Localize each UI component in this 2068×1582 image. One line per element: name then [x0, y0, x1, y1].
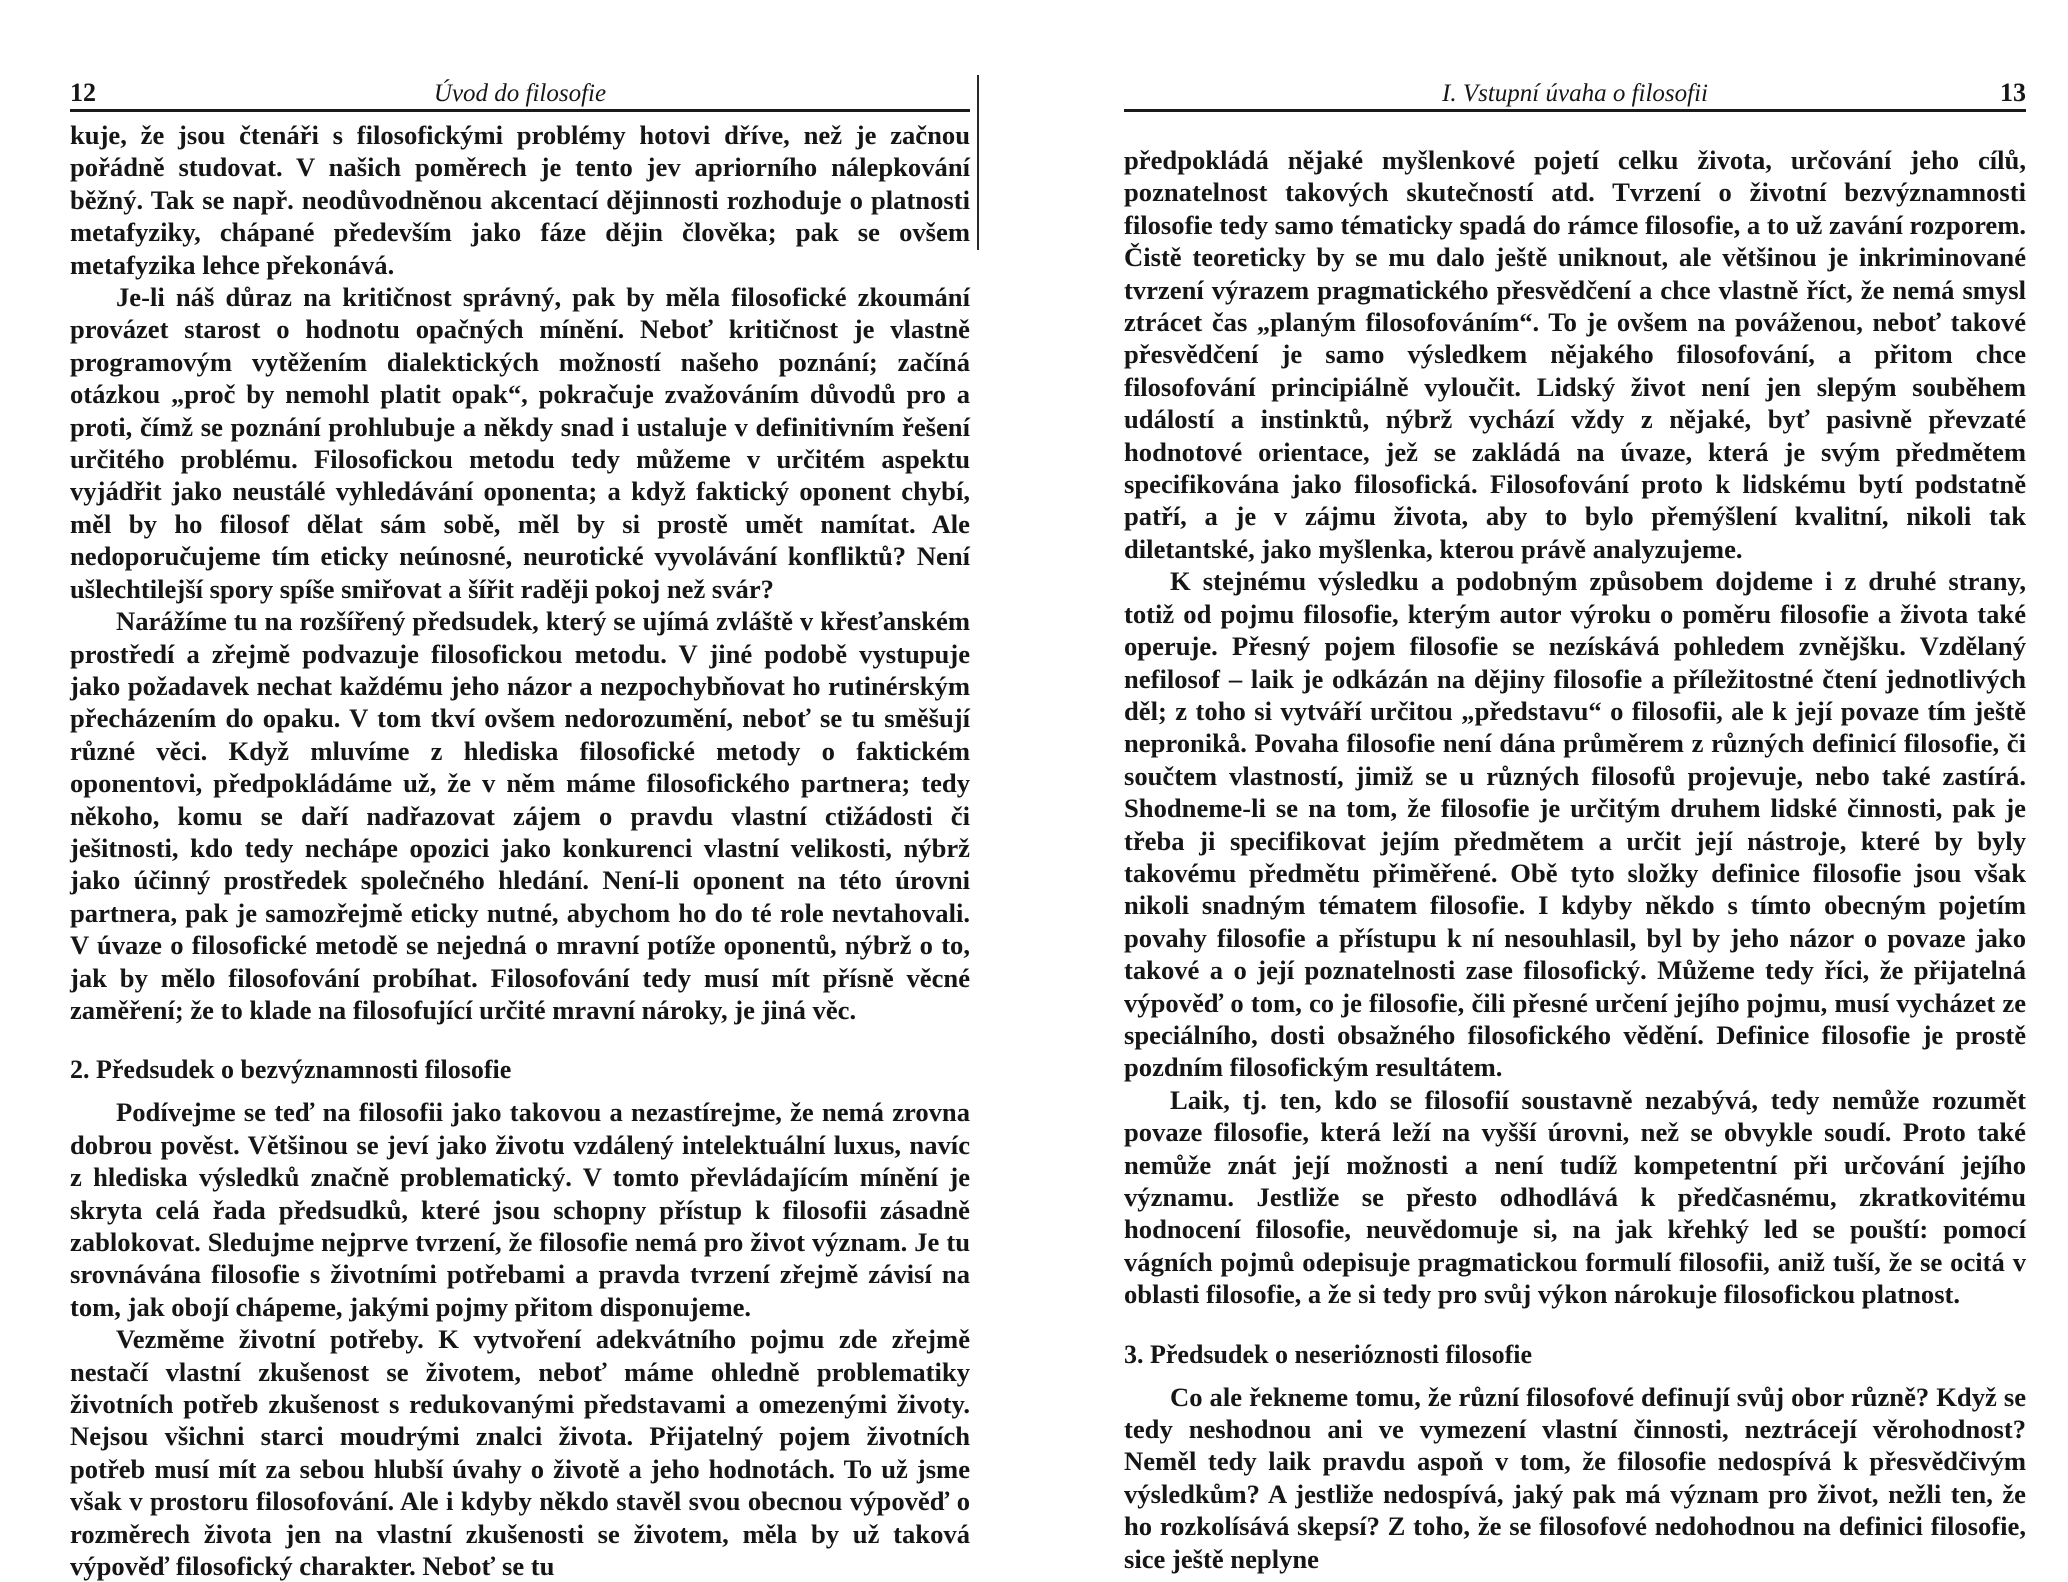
paragraph: Narážíme tu na rozšířený předsudek, který se ujímá zvláště v křesťanském prostředí a zřejmě podvazuje filosofickou metodu. V jiné podobě vystupuje jako požadavek nechat každému jeho názor a nezpochybňovat ho rutinérským přecházením do opaku. V tom tkví ovšem nedorozumění, neboť se tu směšují různé věci. Když mluvíme z hlediska filosofické metody o faktickém oponentovi, předpokládáme už, že v něm máme filosofického partnera; tedy někoho, komu se daří nadřazovat zájem o pravdu vlastní ctižádosti či ješitnosti, kdo tedy nechápe opozici jako konkurenci vlastní velikosti, nýbrž jako účinný prostředek společného hledání. Není-li oponent na této úrovni partnera, pak je samozřejmě eticky nutné, abychom ho do té role nevtahovali. V úvaze o filosofické metodě se nejedná o mravní potíže oponentů, nýbrž o to, jak by mělo filosofování probíhat. Filosofování tedy musí mít přísně věcné zaměření; že to klade na filosofující určité mravní nároky, je jiná věc.: [70, 606, 970, 1025]
paragraph: Co ale řekneme tomu, že různí filosofové definují svůj obor různě? Když se tedy neshodnou ani ve vymezení vlastní činnosti, neztrácejí věrohodnost? Neměl tedy laik pravdu aspoň v tom, že filosofie nedospívá k přesvědčivým výsledkům? A jestliže nedospívá, jaký pak má význam pro život, nežli ten, že ho rozkolísává skepsí? Z toho, že se filosofové nedohodnou na definici filosofie, sice ještě neplyne: [1124, 1381, 2026, 1574]
page-fold-line: [977, 75, 979, 250]
section-heading-3: 3. Předsudek o neserióznosti filosofie: [1124, 1339, 1533, 1369]
left-page: [0, 0, 1000, 1582]
header-rule-left: [70, 109, 970, 112]
page-number-left: 12: [70, 78, 96, 107]
page-number-right: 13: [2000, 78, 2026, 107]
running-head-title-right: I. Vstupní úvaha o filosofii: [1442, 80, 1708, 107]
paragraph: kuje, že jsou čtenáři s filosofickými problémy hotovi dříve, než je začnou pořádně studovat. V našich poměrech je tento jev apriorního nálepkování běžný. Tak se např. neodůvodněnou akcentací dějinnosti rozhoduje o platnosti metafyziky, chápané především jako fáze dějin člověka; pak se ovšem metafyzika lehce překonává.: [70, 120, 970, 280]
paragraph: Je-li náš důraz na kritičnost správný, pak by měla filosofické zkoumání provázet starost o hodnotu opačných mínění. Neboť kritičnost je vlastně programovým vytěžením dialektických možností našeho poznání; začíná otázkou „proč by nemohl platit opak“, pokračuje zvažováním důvodů pro a proti, čímž se poznání prohlubuje a někdy snad i ustaluje v definitivním řešení určitého problému. Filosofickou metodu tedy můžeme v určitém aspektu vyjádřit jako neustálé vyhledávání oponenta; a když faktický oponent chybí, měl by ho filosof dělat sám sobě, měl by si prostě umět namítat. Ale nedoporučujeme tím eticky neúnosné, neurotické vyvolávání konfliktů? Není ušlechtilejší spory spíše smiřovat a šířit raději pokoj než svár?: [70, 282, 970, 604]
header-rule-right: [1124, 109, 2026, 112]
running-head-right: [1124, 76, 2026, 112]
paragraph: Podívejme se teď na filosofii jako takovou a nezastírejme, že nemá zrovna dobrou pověst. Většinou se jeví jako životu vzdálený intelektuální luxus, navíc z hlediska výsledků značně problematický. V tomto převládajícím mínění je skryta celá řada předsudků, které jsou schopny přístup k filosofii zásadně zablokovat. Sledujme nejprve tvrzení, že filosofie nemá pro život význam. Je tu srovnávána filosofie s životními potřebami a pravda tvrzení zřejmě závisí na tom, jak obojí chápeme, jakými pojmy přitom disponujeme.: [70, 1097, 970, 1322]
paragraph: Laik, tj. ten, kdo se filosofií soustavně nezabývá, tedy nemůže rozumět povaze filosofie, která leží na vyšší úrovni, než se obvykle soudí. Proto také nemůže znát její možnosti a není tudíž kompetentní při určování jejího významu. Jestliže se přesto odhodlává k předčasnému, zkratkovitému hodnocení filosofie, neuvědomuje si, na jak křehký led se pouští: pomocí vágních pojmů odepisuje pragmatickou formulí filosofii, aniž tuší, že se ocitá v oblasti filosofie, a že si tedy pro svůj výkon nárokuje filosofickou platnost.: [1124, 1084, 2026, 1310]
right-body-text: [1124, 144, 2026, 1575]
left-body-text: [70, 119, 970, 1582]
right-page: [1034, 0, 2068, 1574]
running-head-left: [70, 76, 970, 112]
paragraph: Vezměme životní potřeby. K vytvoření adekvátního pojmu zde zřejmě nestačí vlastní zkušenost se životem, neboť máme ohledně problematiky životních potřeb zkušenost s redukovanými představami a omezenými životy. Nejsou všichni starci moudrými znalci života. Přijatelný pojem životních potřeb musí mít za sebou hlubší úvahy o životě a jeho hodnotách. To už jsme však v prostoru filosofování. Ale i kdyby někdo stavěl svou obecnou výpověď o rozměrech života jen na vlastní zkušenosti se životem, měla by už taková výpověď filosofický charakter. Neboť se tu: [70, 1324, 970, 1582]
running-head-title-left: Úvod do filosofie: [433, 80, 607, 107]
paragraph: předpokládá nějaké myšlenkové pojetí celku života, určování jeho cílů, poznatelnost takových skutečností atd. Tvrzení o životní bezvýznamnosti filosofie tedy samo tématicky spadá do rámce filosofie, a to už zavání rozporem. Čistě teoreticky by se mu dalo ještě uniknout, ale většinou je inkriminované tvrzení výrazem pragmatického přesvědčení a chce vlastně říct, že nemá smysl ztrácet čas „planým filosofováním“. To je ovšem na pováženou, neboť takové přesvědčení je samo výsledkem nějakého filosofování, a přitom chce filosofování principiálně vyloučit. Lidský život není jen slepým souběhem událostí a instinktů, nýbrž vychází vždy z nějaké, byť pasivně převzaté hodnotové orientace, jež se zakládá na úvaze, která je svým předmětem specifikována jako filosofická. Filosofování proto k lidskému bytí podstatně patří, a je v zájmu života, aby to bylo přemýšlení kvalitní, nikoli tak diletantské, jako myšlenka, kterou právě analyzujeme.: [1124, 145, 2026, 564]
section-heading-2: 2. Předsudek o bezvýznamnosti filosofie: [70, 1055, 512, 1085]
paragraph: K stejnému výsledku a podobným způsobem dojdeme i z druhé strany, totiž od pojmu filosofie, kterým autor výroku o poměru filosofie a života také operuje. Přesný pojem filosofie se nezískává pohledem zvnějšku. Vzdělaný nefilosof – laik je odkázán na dějiny filosofie a příležitostné čtení jednotlivých děl; z toho si vytváří určitou „představu“ o filosofii, ale k její povaze tím ještě nepronikå. Povaha filosofie není dána průměrem z různých definicí filosofie, či součtem vlastností, jimiž se u různých filosofů projevuje, nebo také zastírá. Shodneme-li se na tom, že filosofie je určitým druhem lidské činnosti, pak je třeba ji specifikovat jejím předmětem a určit její nástroje, které by byly takovému předmětu přiměřené. Obě tyto složky definice filosofie jsou však nikoli snadným tématem filosofie. I kdyby někdo s tímto obecným pojetím povahy filosofie a přístupu k ní nesouhlasil, byl by jeho názor o povaze jako takové a o její poznatelnosti zase filosofický. Můžeme tedy říci, že přijatelná výpověď o tom, co je filosofie, čili přesné určení jejího pojmu, musí vycházet ze speciálního, dosti obsažného filosofického vědění. Definice filosofie je prostě pozdním filosofickým resultátem.: [1124, 566, 2026, 1083]
